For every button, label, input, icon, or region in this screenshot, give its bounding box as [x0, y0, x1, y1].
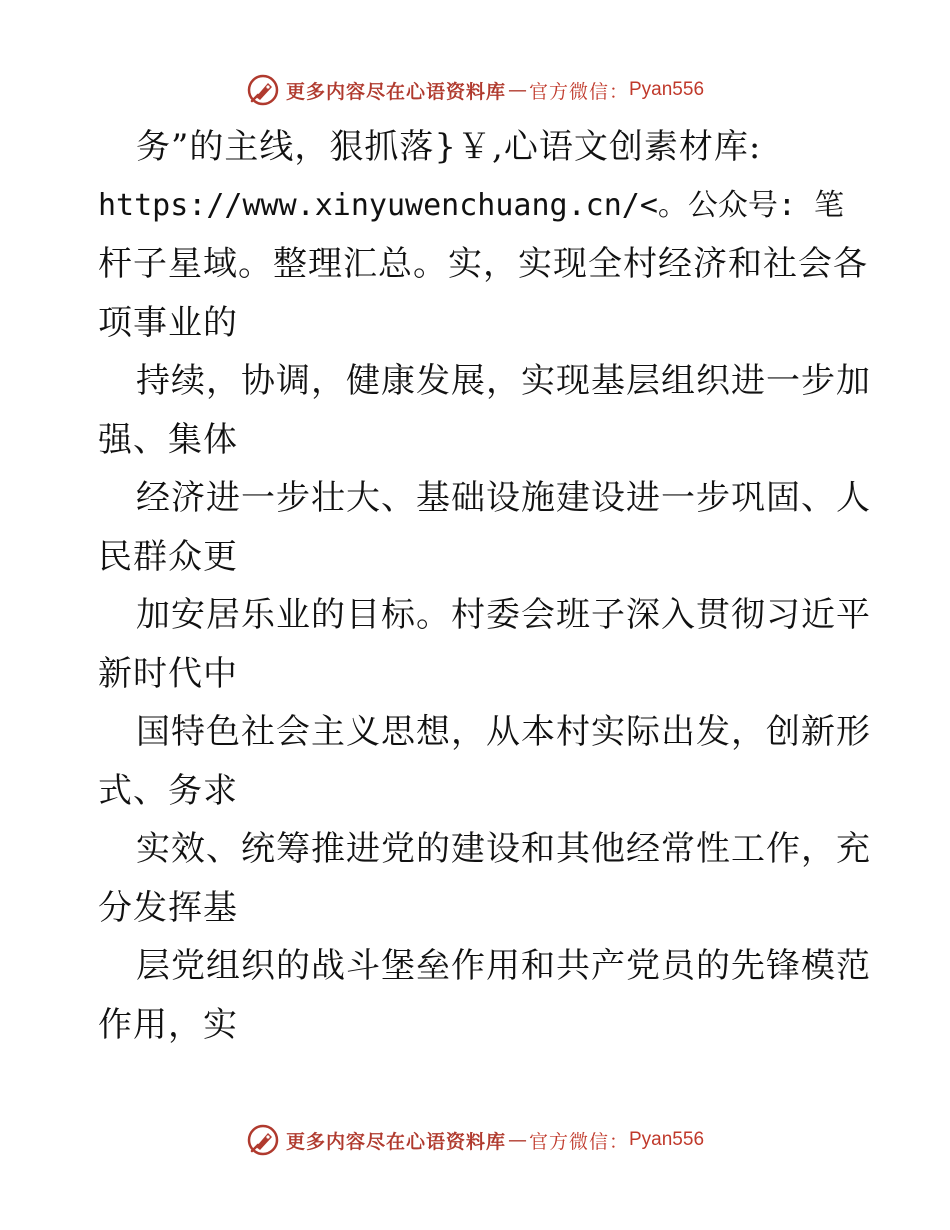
body-line: 加安居乐业的目标。村委会班子深入贯彻习近平 — [136, 595, 871, 635]
body-line: 式、务求 — [98, 770, 238, 811]
body-line-url: https://www.xinyuwenchuang.cn/<。公众号: 笔 — [98, 187, 845, 223]
header-site-text: 更多内容尽在心语资料库 — [285, 80, 506, 103]
document-body — [98, 118, 871, 1054]
footer-site-text: 更多内容尽在心语资料库 — [285, 1130, 506, 1153]
header-banner — [0, 70, 950, 110]
footer-wechat-id: Pyan556 — [629, 1129, 705, 1150]
body-line: 项事业的 — [98, 302, 238, 343]
header-dash: — — [507, 79, 527, 101]
footer-wechat-label: 官方微信： — [528, 1130, 629, 1153]
body-line: 新时代中 — [98, 653, 238, 694]
body-line: 经济进一步壮大、基础设施建设进一步巩固、人 — [136, 478, 871, 518]
body-line: 强、集体 — [98, 419, 238, 460]
pen-nib-logo-icon — [246, 1123, 280, 1157]
footer-dash: — — [507, 1129, 527, 1151]
body-line: 杆子星域。整理汇总。实，实现全村经济和社会各 — [98, 244, 868, 284]
body-line: 务”的主线，狠抓落}￥,心语文创素材库: — [136, 127, 762, 167]
body-line: 国特色社会主义思想，从本村实际出发，创新形 — [136, 712, 871, 752]
body-line: 分发挥基 — [98, 887, 238, 928]
header-wechat-label: 官方微信： — [528, 80, 629, 103]
body-line: 实效、统筹推进党的建设和其他经常性工作，充 — [136, 829, 871, 869]
header-wechat-id: Pyan556 — [629, 79, 705, 100]
body-line: 民群众更 — [98, 536, 238, 577]
pen-nib-logo-icon — [246, 73, 280, 107]
body-line: 持续，协调，健康发展，实现基层组织进一步加 — [136, 361, 871, 401]
footer-banner — [0, 1120, 950, 1160]
body-line: 层党组织的战斗堡垒作用和共产党员的先锋模范 — [136, 946, 871, 986]
body-line: 作用，实 — [98, 1004, 238, 1045]
